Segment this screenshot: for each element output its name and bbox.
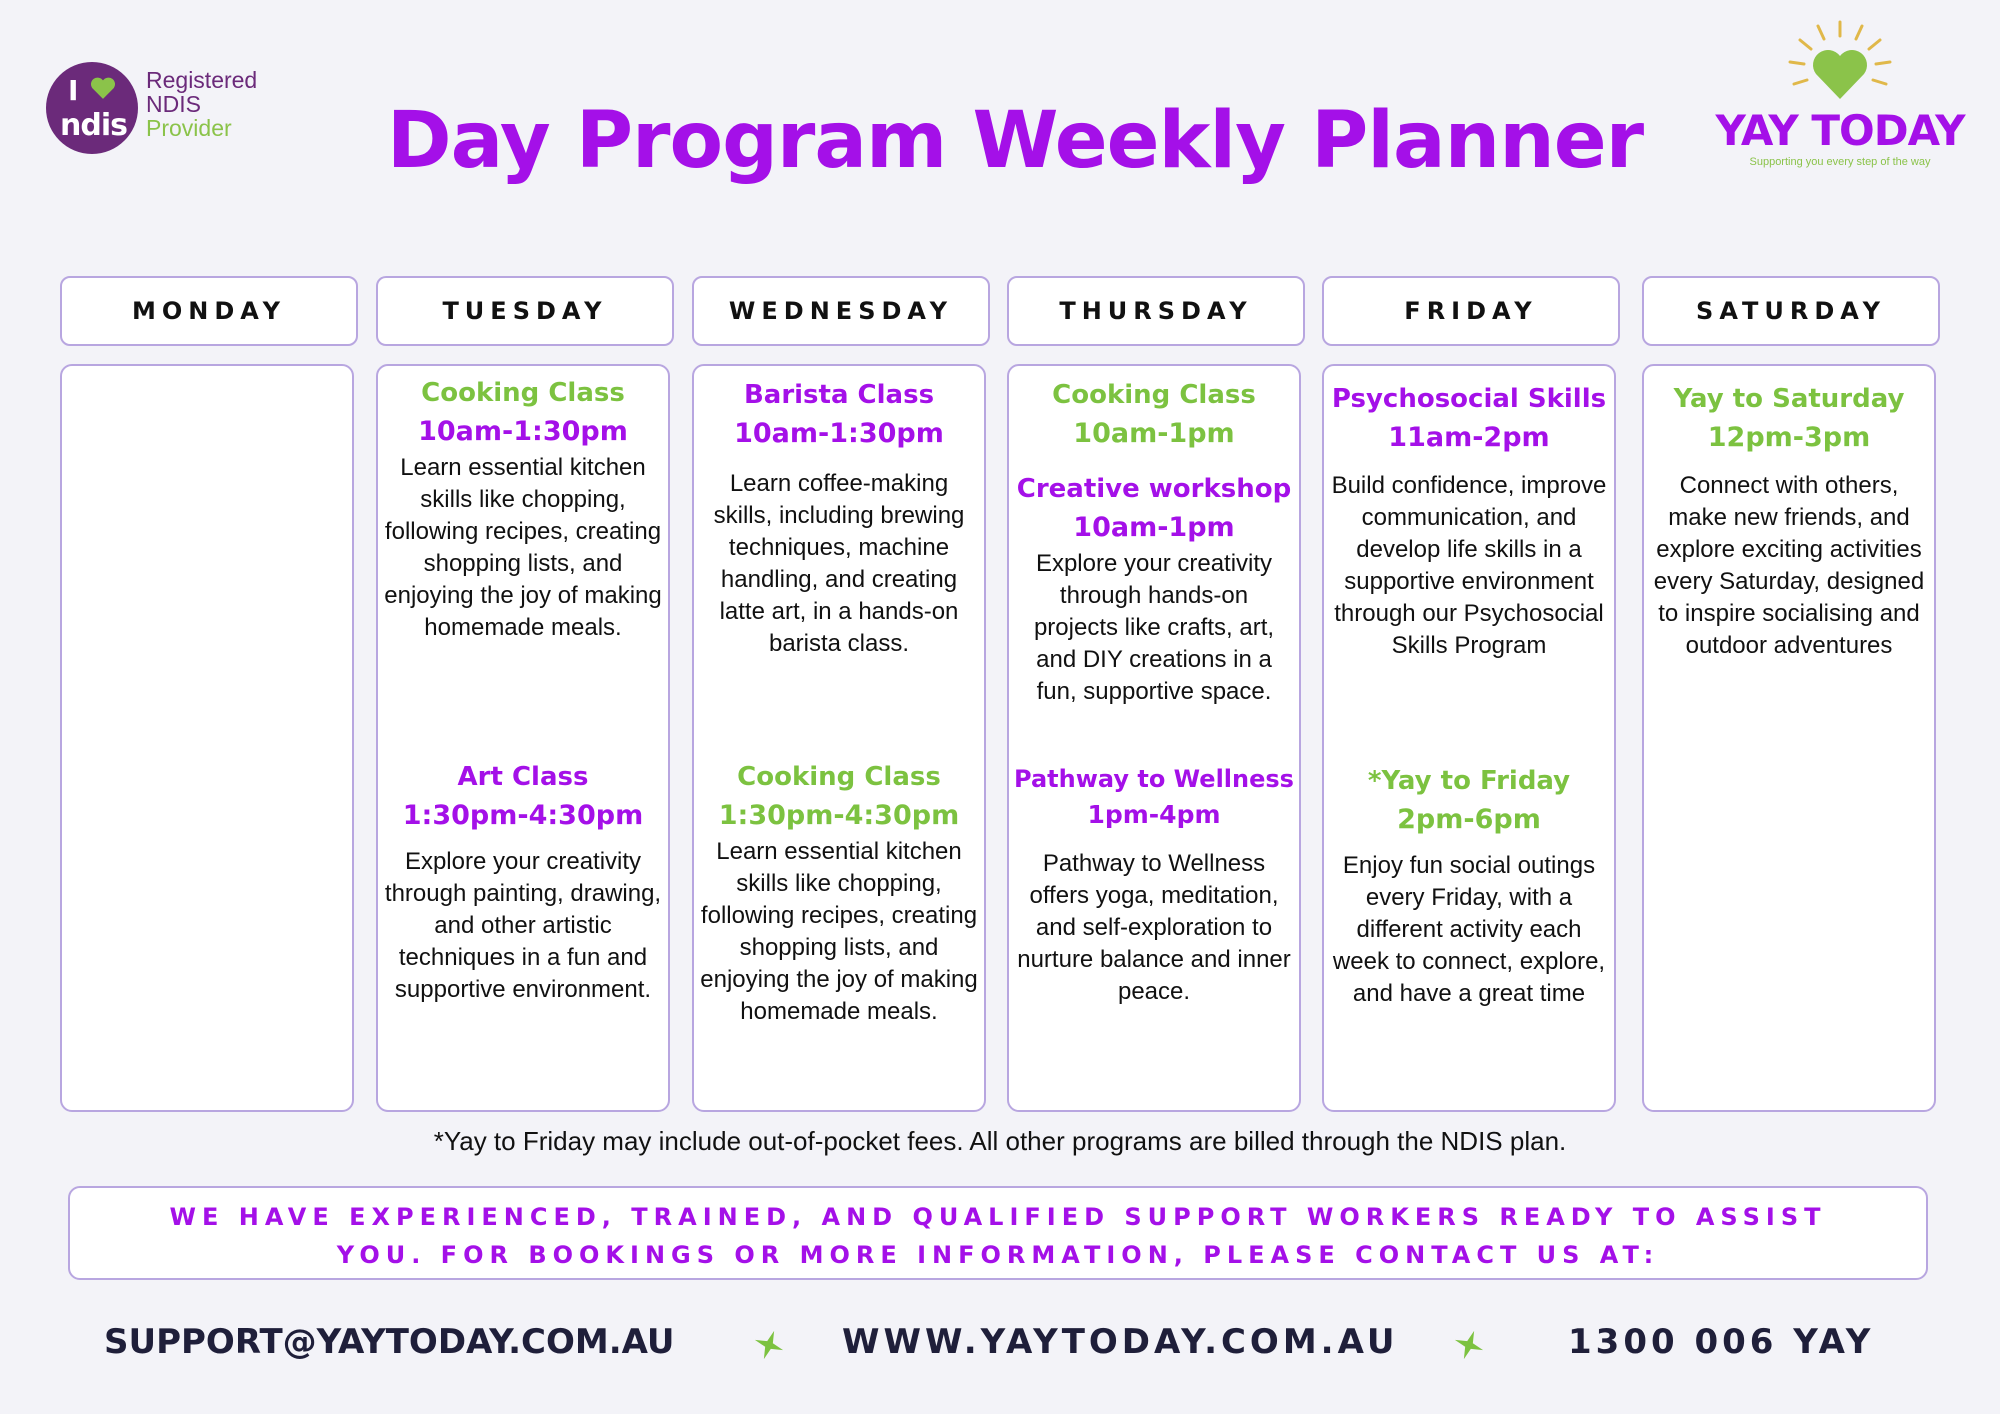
ndis-badge-word: ndis	[60, 108, 127, 143]
activity-description: Build confidence, improve communication, and develop life skills in a supportive environment through our Psychosocial Skills Program	[1331, 472, 1607, 659]
ndis-line-registered: Registered	[146, 67, 258, 93]
activity-name: Cooking Class	[421, 378, 625, 408]
activity-description: Explore your creativity through hands-on projects like crafts, art, and DIY creations in a fun, supportive space.	[1033, 550, 1275, 705]
day-column-thursday	[1007, 364, 1301, 1112]
activity-time: 10am-1pm	[1073, 418, 1235, 449]
activity-name: Psychosocial Skills	[1331, 384, 1607, 414]
ndis-line-provider: Provider	[146, 115, 232, 141]
yay-today-logo	[1700, 14, 1980, 174]
activity-description: Enjoy fun social outings every Friday, with a different activity each week to connect, explore, and have a great time	[1332, 852, 1606, 1007]
heart-icon	[90, 76, 116, 100]
ndis-badge-letter: I	[68, 74, 79, 107]
day-header-friday: FRIDAY	[1322, 276, 1620, 346]
activity-time: 10am-1:30pm	[734, 418, 944, 449]
activity-card	[1009, 376, 1299, 454]
day-column-wednesday	[692, 364, 986, 1112]
sparkle-icon	[752, 1328, 786, 1362]
activity-card	[378, 374, 668, 644]
page-title: Day Program Weekly Planner	[386, 96, 1644, 186]
day-column-friday	[1322, 364, 1616, 1112]
yay-today-name: YAY TODAY	[1715, 106, 1965, 155]
activity-time: 11am-2pm	[1388, 422, 1550, 453]
activity-name: Yay to Saturday	[1673, 384, 1905, 414]
activity-time: 1pm-4pm	[1087, 800, 1221, 829]
activity-card	[1009, 470, 1299, 708]
footer-website-link[interactable]: WWW.YAYTODAY.COM.AU	[842, 1322, 1399, 1362]
activity-card	[1644, 380, 1934, 662]
activity-description: Connect with others, make new friends, and explore exciting activities every Saturday, designed to inspire socialising and outdoor adventures	[1653, 472, 1925, 659]
activity-description: Learn coffee-making skills, including brewing techniques, machine handling, and creating latte art, in a hands-on barista class.	[713, 470, 965, 657]
activity-name: Pathway to Wellness	[1014, 765, 1294, 793]
ndis-badge	[46, 62, 138, 154]
day-header-thursday: THURSDAY	[1007, 276, 1305, 346]
activity-card	[694, 758, 984, 1028]
day-column-monday	[60, 364, 354, 1112]
day-column-saturday	[1642, 364, 1936, 1112]
activity-card	[694, 376, 984, 660]
footer-email-link[interactable]: SUPPORT@YAYTODAY.COM.AU	[104, 1322, 675, 1362]
activity-time: 10am-1:30pm	[418, 416, 628, 447]
activity-name: Creative workshop	[1016, 474, 1292, 504]
activity-time: 1:30pm-4:30pm	[402, 800, 644, 831]
activity-time: 2pm-6pm	[1397, 804, 1541, 835]
activity-name: Cooking Class	[1052, 380, 1256, 410]
contact-banner-line2: YOU. FOR BOOKINGS OR MORE INFORMATION, PLEASE CONTACT US AT:	[336, 1241, 1660, 1269]
fees-note: *Yay to Friday may include out-of-pocket fees. All other programs are billed through the NDIS plan.	[433, 1126, 1567, 1156]
ndis-provider-text	[146, 68, 257, 140]
ndis-provider-logo	[46, 62, 286, 152]
activity-name: *Yay to Friday	[1367, 766, 1571, 796]
contact-banner	[68, 1186, 1928, 1280]
activity-time: 10am-1pm	[1073, 512, 1235, 543]
activity-time: 1:30pm-4:30pm	[718, 800, 960, 831]
activity-card	[1324, 380, 1614, 662]
footer-phone-link[interactable]: 1300 006 YAY	[1568, 1322, 1875, 1362]
sunburst-heart-icon	[1780, 14, 1900, 109]
activity-name: Barista Class	[743, 380, 935, 410]
day-header-monday: MONDAY	[60, 276, 358, 346]
activity-description: Pathway to Wellness offers yoga, meditation, and self-exploration to nurture balance and inner peace.	[1017, 850, 1291, 1005]
day-column-tuesday	[376, 364, 670, 1112]
activity-name: Cooking Class	[737, 762, 941, 792]
yay-today-tagline: Supporting you every step of the way	[1749, 156, 1931, 168]
activity-card	[1009, 760, 1299, 1008]
activity-description: Learn essential kitchen skills like chopping, following recipes, creating shopping lists, and enjoying the joy of making homemade meals.	[384, 454, 662, 641]
activity-card	[378, 758, 668, 1006]
contact-banner-line1: WE HAVE EXPERIENCED, TRAINED, AND QUALIFIED SUPPORT WORKERS READY TO ASSIST	[169, 1203, 1827, 1231]
day-header-tuesday: TUESDAY	[376, 276, 674, 346]
ndis-line-ndis: NDIS	[146, 91, 201, 117]
activity-card	[1324, 762, 1614, 1010]
activity-description: Learn essential kitchen skills like chopping, following recipes, creating shopping lists, and enjoying the joy of making homemade meals.	[700, 838, 978, 1025]
day-header-saturday: SATURDAY	[1642, 276, 1940, 346]
activity-time: 12pm-3pm	[1707, 422, 1871, 453]
sparkle-icon	[1452, 1328, 1486, 1362]
activity-name: Art Class	[457, 762, 589, 792]
day-header-wednesday: WEDNESDAY	[692, 276, 990, 346]
activity-description: Explore your creativity through painting, drawing, and other artistic techniques in a fun and supportive environment.	[384, 848, 662, 1003]
